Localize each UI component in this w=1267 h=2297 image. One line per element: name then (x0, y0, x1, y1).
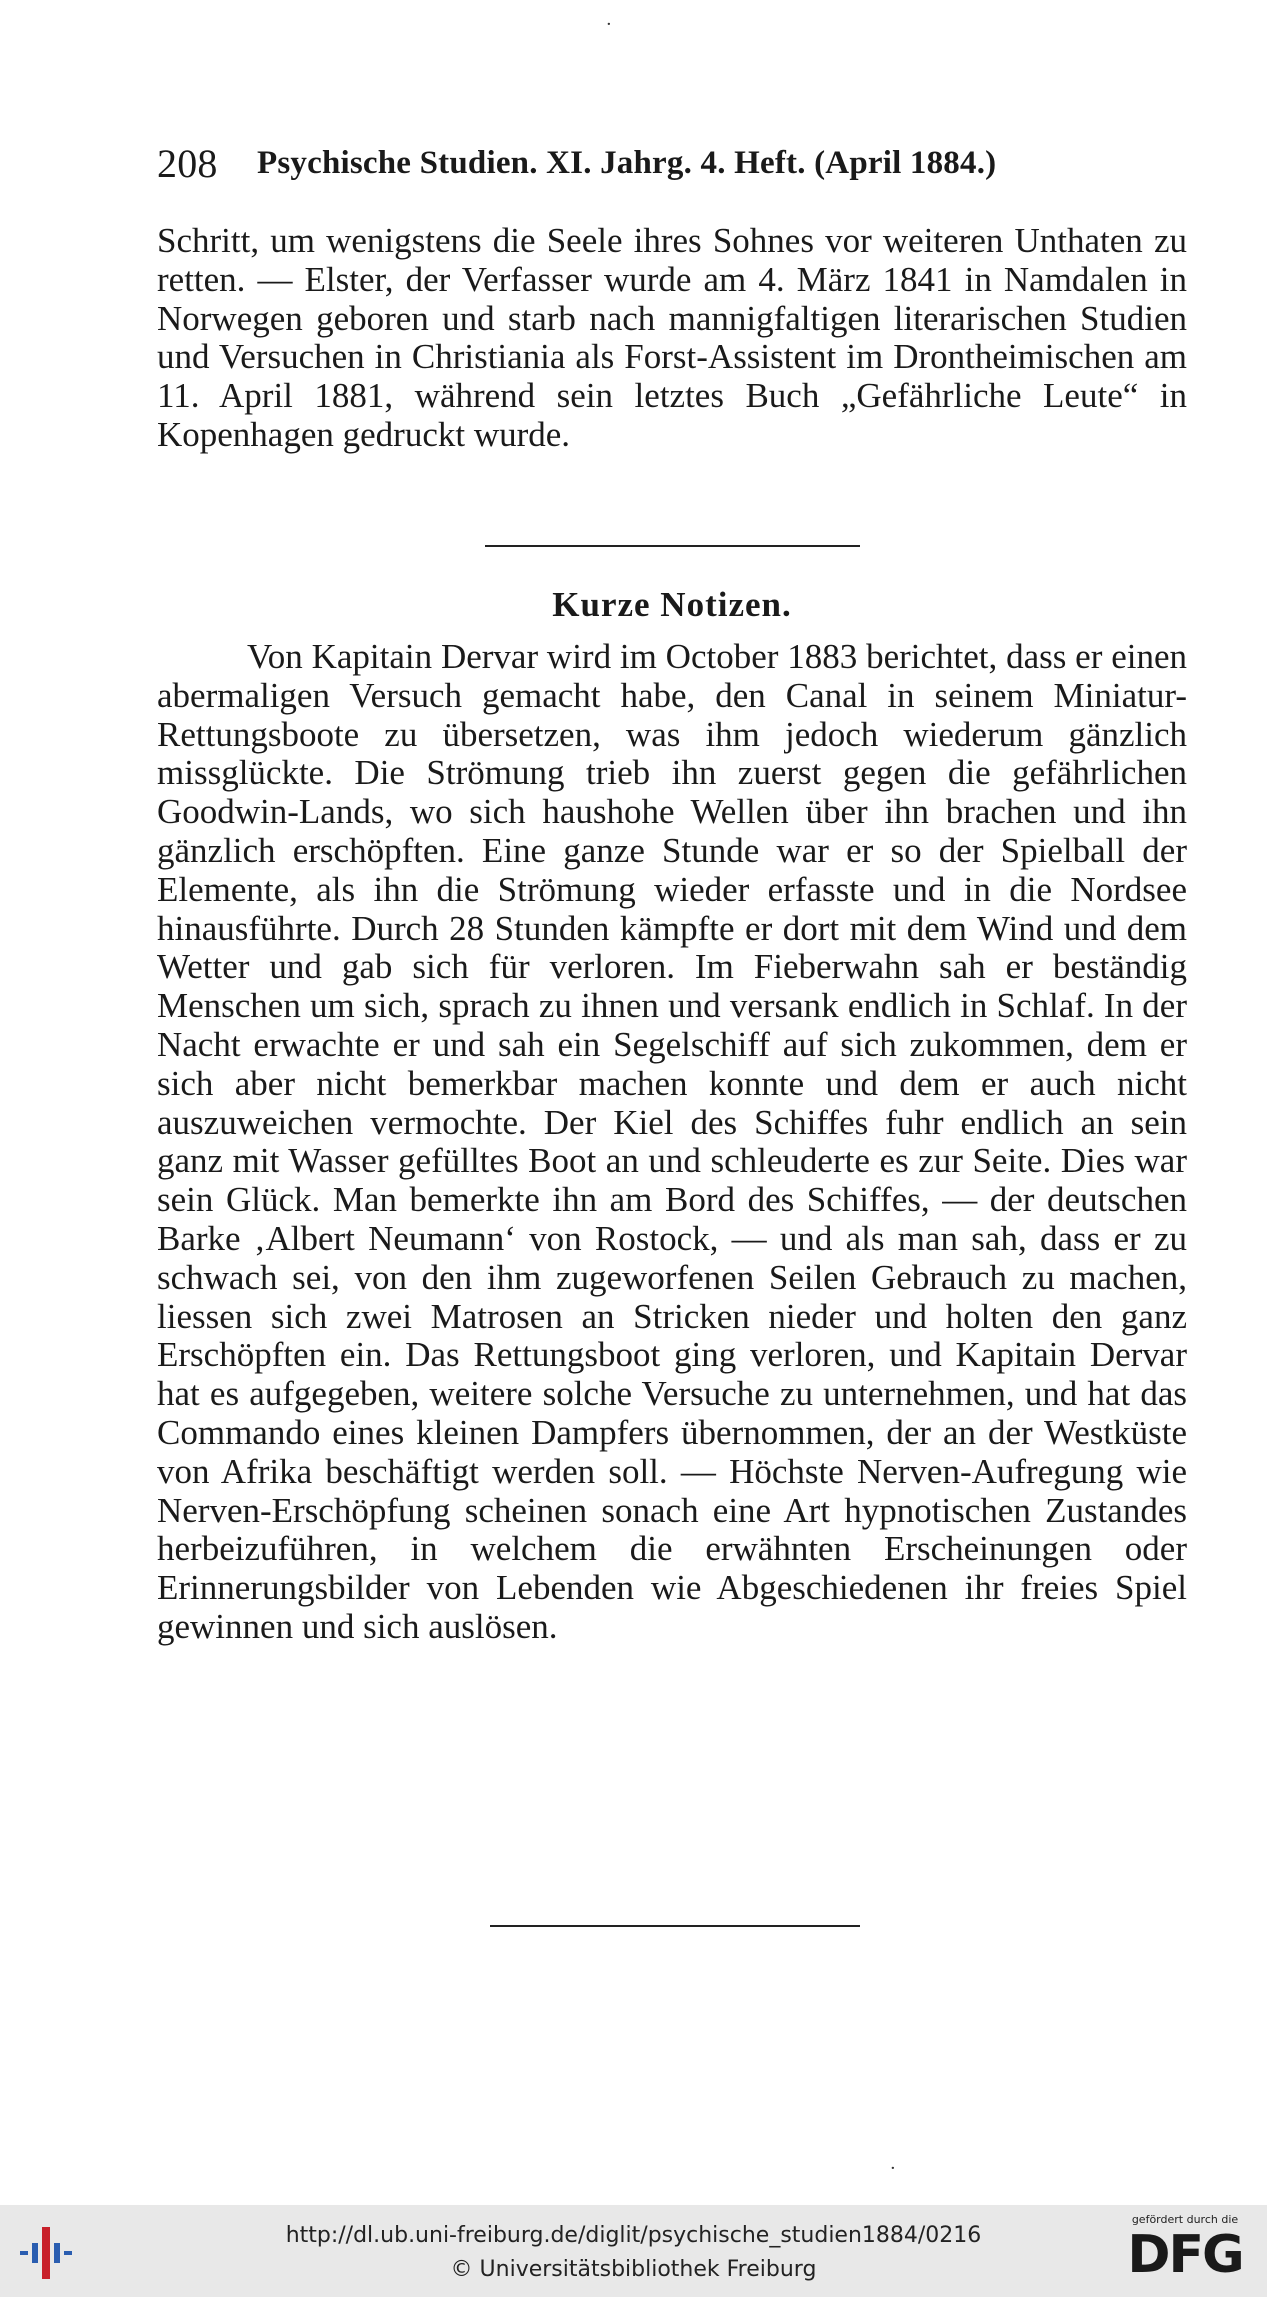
running-title: Psychische Studien. XI. Jahrg. 4. Heft. (April 1884.) (257, 145, 997, 181)
dfg-sponsor-text: gefördert durch die (1131, 2213, 1239, 2226)
paragraph-2: Von Kapitain Dervar wird im October 1883 berichtet, dass er einen abermaligen Versuch gemacht habe, den Canal in seinem Miniatur-Rettungsboote zu übersetzen, was ihm jedoch wiederum gänzlich missglückte. Die Strömung trieb ihn zuerst gegen die gefährlichen Goodwin-Lands, wo sich haushohe Wellen über ihn brachen und ihn gänzlich erschöpften. Eine ganze Stunde war er so der Spielball der Elemente, als ihn die Strömung wieder erfasste und in die Nordsee hinausführte. Durch 28 Stunden kämpfte er dort mit dem Wind und dem Wetter und gab sich für verloren. Im Fieberwahn sah er beständig Menschen um sich, sprach zu ihnen und versank endlich in Schlaf. In der Nacht erwachte er und sah ein Segelschiff auf sich zukommen, dem er sich aber nicht bemerkbar machen konnte und dem er auch nicht auszuweichen vermochte. Der Kiel des Schiffes fuhr endlich an sein ganz mit Wasser gefülltes Boot an und schleuderte es zur Seite. Dies war sein Glück. Man bemerkte ihn am Bord des Schiffes, — der deutschen Barke ‚Albert Neumann‘ von Rostock, — und als man sah, dass er zu schwach sei, von den ihm zugeworfenen Seilen Gebrauch zu machen, liessen sich zwei Matrosen an Stricken nieder und holten den ganz Erschöpften ein. Das Rettungsboot ging verloren, und Kapitain Dervar hat es aufgegeben, weitere solche Versuche zu unternehmen, und hat das Commando eines kleinen Dampfers übernommen, der an der Westküste von Afrika beschäftigt werden soll. — Höchste Nerven-Aufregung wie Nerven-Erschöpfung scheinen sonach eine Art hypnotischen Zustandes herbeizuführen, in welchem die erwähnten Erscheinungen oder Erinnerungsbilder von Lebenden wie Abgeschiedenen ihr freies Spiel gewinnen und sich auslösen. (157, 637, 1187, 1646)
page-number: 208 (157, 141, 218, 186)
dfg-logo-text: DFG (1127, 2225, 1243, 2285)
section-divider-bottom (490, 1925, 860, 1927)
footer-url-link[interactable]: http://dl.ub.uni-freiburg.de/diglit/psychische_studien1884/0216 (285, 2223, 982, 2248)
footer-bar (0, 2205, 1267, 2297)
page-header (157, 140, 1087, 190)
scan-speck: · (890, 2158, 896, 2179)
paragraph-1: Schritt, um wenigstens die Seele ihres Sohnes vor weiteren Unthaten zu retten. — Elster, der Verfasser wurde am 4. März 1841 in Namdalen in Norwegen geboren und starb nach mannigfaltigen literarischen Studien und Versuchen in Christiania als Forst-Assistent im Drontheimischen am 11. April 1881, während sein letztes Buch „Gefährliche Leute“ in Kopenhagen gedruckt wurde. (157, 221, 1187, 454)
dfg-logo (1115, 2213, 1255, 2291)
section-title: Kurze Notizen. (552, 585, 792, 624)
footer-copyright: © Universitätsbibliothek Freiburg (450, 2257, 817, 2282)
section-divider-top (485, 545, 860, 547)
scan-speck: · (606, 14, 612, 35)
